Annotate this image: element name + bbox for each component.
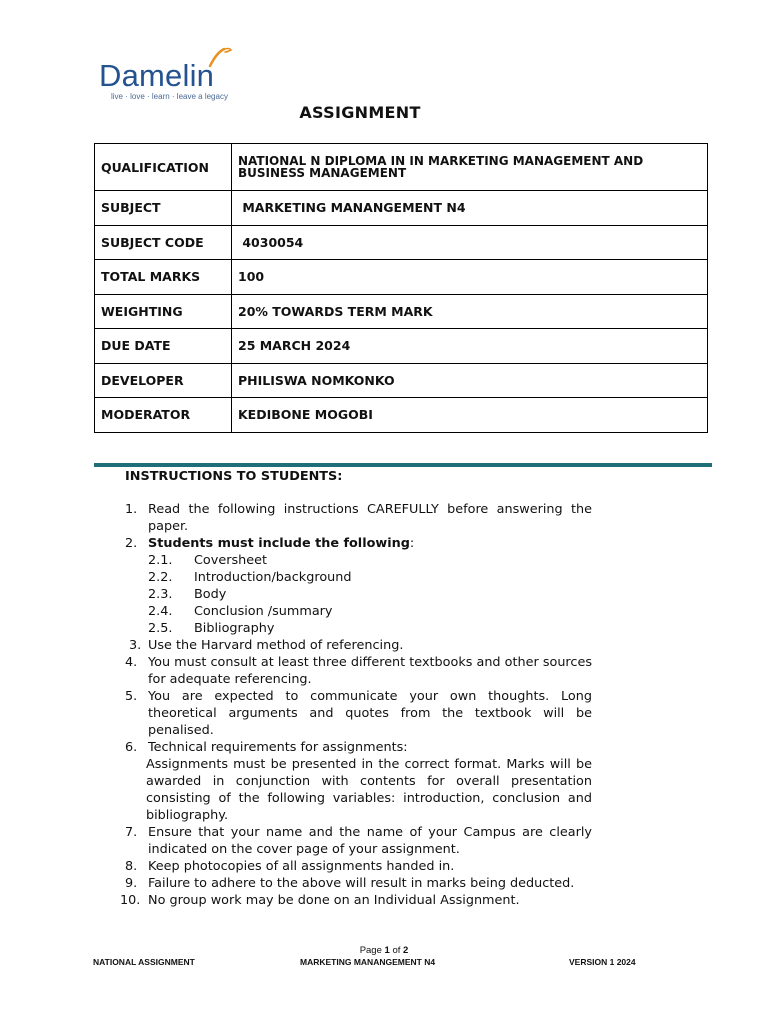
row-label: WEIGHTING (95, 294, 232, 329)
item-text-bold: Students must include the following (148, 536, 410, 551)
sub-list (148, 552, 592, 637)
item-text: Ensure that your name and the name of your Campus are clearly indicated on the cover page of your assignment. (148, 825, 592, 857)
sub-item-number: 2.1. (148, 553, 173, 568)
item-number: 6. (125, 740, 138, 755)
sub-list-item (148, 586, 592, 603)
row-label: SUBJECT CODE (95, 225, 232, 260)
row-label: DUE DATE (95, 329, 232, 364)
item-number: 7. (125, 825, 138, 840)
row-value: 100 (232, 260, 708, 295)
list-item (120, 824, 592, 858)
list-item (120, 858, 592, 875)
row-value: NATIONAL N DIPLOMA IN IN MARKETING MANAGEMENT AND BUSINESS MANAGEMENT (232, 144, 708, 191)
list-item (120, 535, 592, 637)
list-item (120, 875, 592, 892)
logo-tagline: live · love · learn · leave a legacy (111, 92, 228, 101)
row-label: MODERATOR (95, 398, 232, 433)
sub-item-text: Introduction/background (194, 570, 352, 585)
sub-list-item (148, 603, 592, 620)
sub-item-text: Body (194, 587, 227, 602)
item-text-suffix: : (409, 536, 415, 551)
assignment-details-table (94, 143, 708, 433)
sub-item-text: Coversheet (194, 553, 268, 568)
table-row (95, 260, 708, 295)
item-text: No group work may be done on an Individual Assignment. (148, 893, 520, 908)
list-item (120, 654, 592, 688)
sub-list-item (148, 552, 592, 569)
item-number: 2. (125, 536, 138, 551)
row-label: TOTAL MARKS (95, 260, 232, 295)
footer-left: NATIONAL ASSIGNMENT (93, 957, 195, 967)
item-text: Technical requirements for assignments: (148, 740, 408, 755)
row-label: SUBJECT (95, 191, 232, 226)
sub-list-item (148, 569, 592, 586)
section-divider (94, 463, 712, 467)
page-of: of (389, 945, 404, 956)
sub-item-number: 2.2. (148, 570, 173, 585)
table-row (95, 144, 708, 191)
instructions-list (120, 501, 592, 909)
item-number: 1. (125, 502, 138, 517)
damelin-logo (96, 46, 266, 106)
row-label: DEVELOPER (95, 363, 232, 398)
item-number: 4. (125, 655, 138, 670)
page-prefix: Page (359, 945, 385, 956)
footer-right: VERSION 1 2024 (569, 957, 636, 967)
document-title: ASSIGNMENT (299, 103, 421, 122)
list-item (120, 739, 592, 824)
row-value: 4030054 (232, 225, 708, 260)
logo-wordmark: Damelin (99, 58, 215, 93)
item-text: Use the Harvard method of referencing. (148, 638, 404, 653)
list-item (120, 501, 592, 535)
item-number: 3. (129, 638, 142, 653)
sub-item-number: 2.5. (148, 621, 173, 636)
item-number: 10. (120, 893, 141, 908)
row-label: QUALIFICATION (95, 144, 232, 191)
list-item (120, 688, 592, 739)
sub-list-item (148, 620, 592, 637)
sub-item-text: Bibliography (194, 621, 275, 636)
instructions-heading: INSTRUCTIONS TO STUDENTS: (125, 469, 343, 484)
sub-item-number: 2.4. (148, 604, 173, 619)
table-row (95, 329, 708, 364)
item-text: You are expected to communicate your own thoughts. Long theoretical arguments and quotes from the textbook will be penalised. (148, 689, 592, 738)
table-row (95, 294, 708, 329)
table-row (95, 191, 708, 226)
item-number: 8. (125, 859, 138, 874)
row-value: KEDIBONE MOGOBI (232, 398, 708, 433)
item-text: Failure to adhere to the above will result in marks being deducted. (148, 876, 575, 891)
item-text: You must consult at least three different textbooks and other sources for adequate referencing. (148, 655, 592, 687)
sub-item-number: 2.3. (148, 587, 173, 602)
table-row (95, 363, 708, 398)
list-item (120, 892, 592, 909)
item-text: Keep photocopies of all assignments handed in. (148, 859, 455, 874)
sub-item-text: Conclusion /summary (194, 604, 333, 619)
page-current: 1 (384, 945, 390, 956)
list-item (120, 637, 592, 654)
item-text: Read the following instructions CAREFULLY before answering the paper. (148, 502, 592, 534)
footer-center: MARKETING MANANGEMENT N4 (300, 957, 436, 967)
item-paragraph: Assignments must be presented in the correct format. Marks will be awarded in conjunction with contents for overall presentation consisting of the following variables: introduction, conclusion and bibliography. (146, 757, 592, 823)
item-number: 5. (125, 689, 138, 704)
row-value: PHILISWA NOMKONKO (232, 363, 708, 398)
item-number: 9. (125, 876, 138, 891)
row-value: 20% TOWARDS TERM MARK (232, 294, 708, 329)
page-number (0, 945, 768, 956)
table-row (95, 225, 708, 260)
page-total: 2 (403, 945, 409, 956)
table-row (95, 398, 708, 433)
row-value: 25 MARCH 2024 (232, 329, 708, 364)
row-value: MARKETING MANANGEMENT N4 (232, 191, 708, 226)
